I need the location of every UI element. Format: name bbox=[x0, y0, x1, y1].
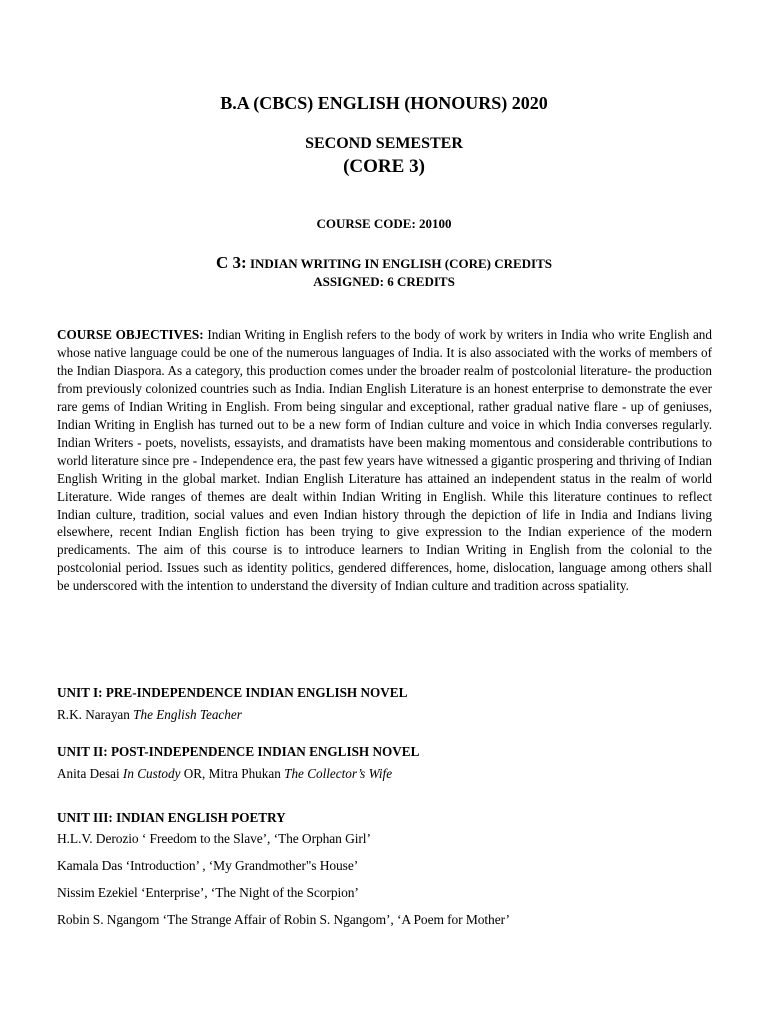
unit3-poem-line: Robin S. Ngangom ‘The Strange Affair of Robin S. Ngangom’, ‘A Poem for Mother’ bbox=[57, 912, 510, 927]
course-objectives-paragraph bbox=[57, 326, 712, 595]
semester-heading: SECOND SEMESTER bbox=[305, 135, 463, 152]
course-title-text: INDIAN WRITING IN ENGLISH (CORE) CREDITS bbox=[249, 256, 553, 271]
unit2-author1: Anita Desai bbox=[57, 766, 123, 781]
unit2-or: OR, Mitra Phukan bbox=[180, 766, 285, 781]
unit3-poem-line: Nissim Ezekiel ‘Enterprise’, ‘The Night of the Scorpion’ bbox=[57, 885, 359, 900]
core-heading: (CORE 3) bbox=[343, 156, 425, 177]
course-objectives-text: Indian Writing in English refers to the body of work by writers in India who write English and whose native language could be one of the numerous languages of India. It is also associated with the works of members of the Indian Diaspora. As a category, this production comes under the broader realm of postcolonial literature- the production from previously colonized countries such as India. Indian English Literature is an honest enterprise to demonstrate the ever rare gems of Indian Writing in English. From being singular and exceptional, rather gradual native flare - up of geniuses, Indian Writing in English has turned out to be a new form of Indian culture and voice in which India converses regularly. Indian Writers - poets, novelists, essayists, and dramatists have been making momentous and considerable contributions to world literature since pre - Independence era, the past few years have witnessed a gigantic prospering and thriving of Indian English Writing in the global market. Indian English Literature has attained an independent status in the realm of world Literature. Wide ranges of themes are dealt within Indian Writing in English. While this literature continues to reflect Indian culture, tradition, social values and even Indian history through the depiction of life in India and Indians living elsewhere, recent Indian English fiction has been trying to give expression to the Indian experience of the modern predicaments. The aim of this course is to introduce learners to Indian Writing in English from the colonial to the postcolonial period. Issues such as identity politics, gendered differences, home, dislocation, language among others shall be underscored with the intention to understand the diversity of Indian culture and tradition across spatiality. bbox=[57, 327, 712, 594]
course-code: COURSE CODE: 20100 bbox=[316, 216, 452, 231]
unit2-entry bbox=[57, 766, 392, 782]
unit3-heading: UNIT III: INDIAN ENGLISH POETRY bbox=[57, 810, 286, 825]
unit2-heading: UNIT II: POST-INDEPENDENCE INDIAN ENGLISH NOVEL bbox=[57, 744, 420, 759]
unit1-entry bbox=[57, 707, 242, 723]
course-objectives-label: COURSE OBJECTIVES: bbox=[57, 327, 204, 342]
credits-assigned: ASSIGNED: 6 CREDITS bbox=[313, 274, 455, 289]
document-title: B.A (CBCS) ENGLISH (HONOURS) 2020 bbox=[220, 93, 548, 113]
course-title-prefix: C 3: bbox=[215, 253, 247, 272]
unit3-poem-line: Kamala Das ‘Introduction’ , ‘My Grandmother"s House’ bbox=[57, 858, 359, 873]
unit2-work1: In Custody bbox=[122, 766, 181, 781]
unit1-work: The English Teacher bbox=[133, 707, 242, 722]
unit2-work2: The Collector’s Wife bbox=[284, 766, 393, 781]
course-title bbox=[0, 253, 768, 273]
unit1-heading: UNIT I: PRE-INDEPENDENCE INDIAN ENGLISH NOVEL bbox=[57, 685, 408, 700]
unit1-author: R.K. Narayan bbox=[57, 707, 134, 722]
unit3-poem-line: H.L.V. Derozio ‘ Freedom to the Slave’, ‘The Orphan Girl’ bbox=[57, 831, 371, 846]
